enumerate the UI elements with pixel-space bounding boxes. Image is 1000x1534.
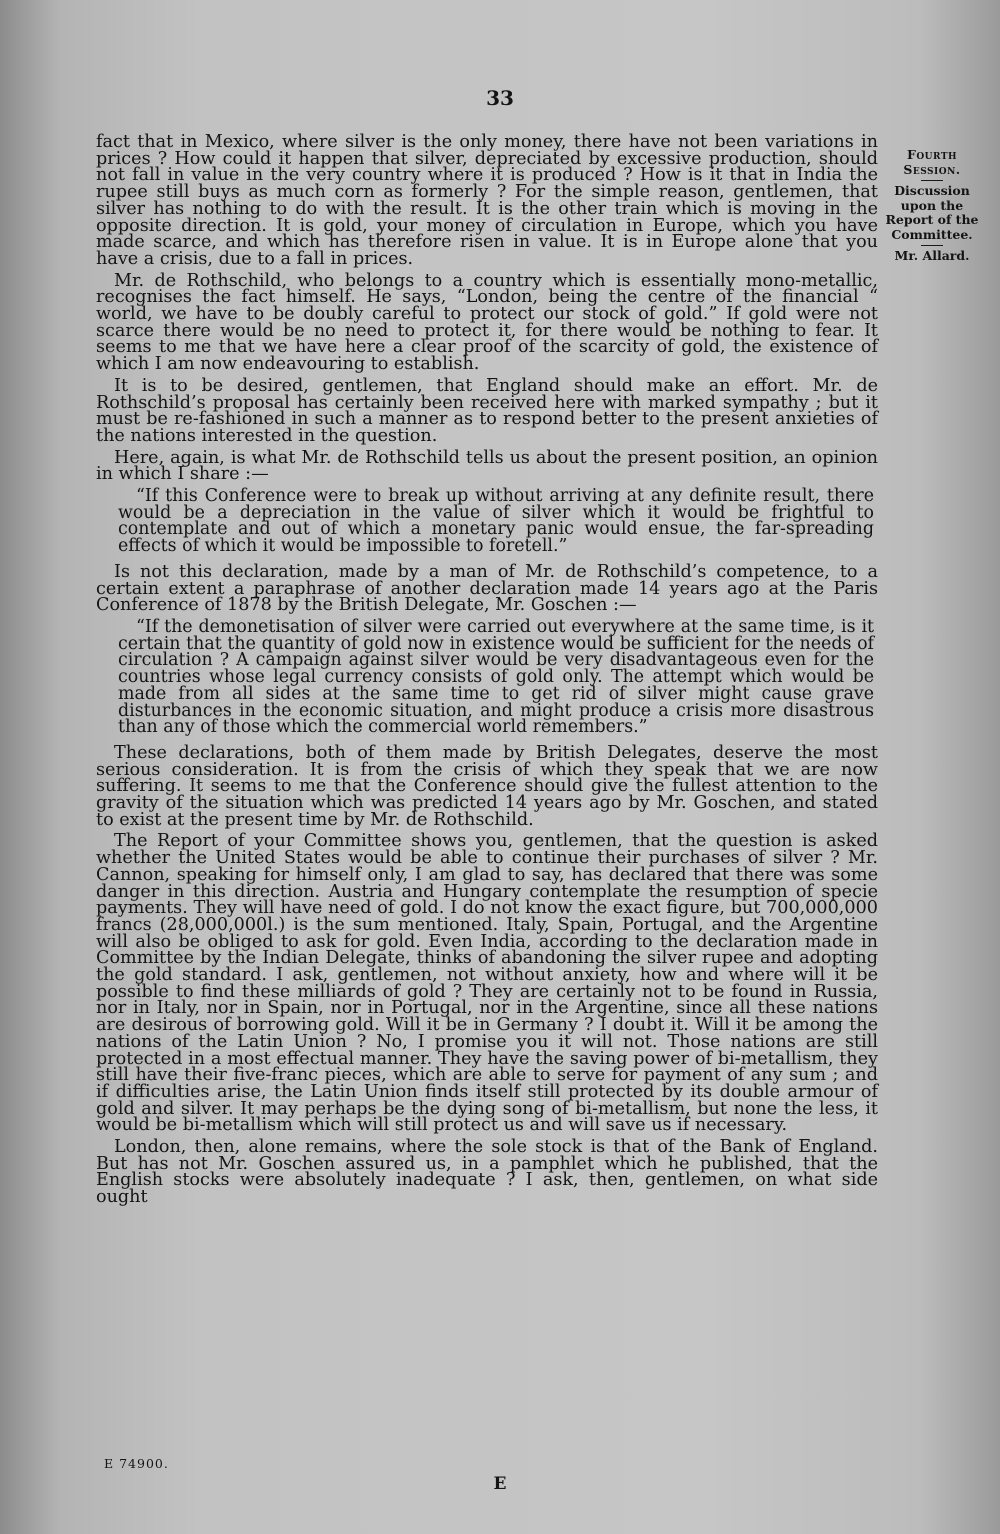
paragraph-7: The Report of your Committee shows you, gentlemen, that the question is asked whether the United States would be able to continue their purchases of silver ? Mr. Cannon, speaking for himself only, I am glad to say, has declared that there was some danger in this direction. Austria and Hungary contemplate the resumption of specie payments. They will have need of gold. I do not know the exact figure, but 700,000,000 francs (28,000,000l.) is the sum mentioned. Italy, Spain, Portugal, and the Argentine will also be obliged to ask for gold. Even India, according to the declaration made in Committee by the Indian Delegate, thinks of abandoning the silver rupee and adopting the gold standard. I ask, gentlemen, not without anxiety, how and where will it be possible to find these milliards of gold ? They are certainly not to be found in Russia, nor in Italy, nor in Spain, nor in Portugal, nor in the Argentine, since all these nations are desirous of borrowing gold. Will it be in Germany ? I doubt it. Will it be among the nations of the Latin Union ? No, I promise you it will not. Those nations are still protected in a most effectual manner. They have the saving power of bi-metallism, they still have their five-franc pieces, which are able to serve for payment of any sum ; and if difficulties arise, the Latin Union finds itself still protected by its double armour of gold and silver. It may perhaps be the dying song of bi-metallism, but none the less, it would be bi-metallism which will still protect us and will save us if necessary. (96, 831, 878, 1136)
quote-goschen: “If the demonetisation of silver were carried out everywhere at the same time, is it certain that the quantity of gold now in existence would be sufficient for the needs of circulation ? A campaign against silver would be very disadvantageous even for the countries whose legal currency consists of gold only. The attempt which would be made from all sides at the same time to get rid of silver might cause grave disturbances in the economic situation, and might produce a crisis more disastrous than any of those which the commercial world remembers.” (118, 616, 874, 738)
paragraph-3: It is to be desired, gentlemen, that England should make an effort. Mr. de Rothschild’s proposal has certainly been received here with marked sympathy ; but it must be re-fashioned in such a manner as to respond better to the present anxieties of the nations interested in the question. (96, 375, 878, 446)
paragraph-4: Here, again, is what Mr. de Rothschild tells us about the present position, an opinion in which I share :— (96, 447, 878, 485)
signature-mark: E (493, 1474, 507, 1494)
margin-divider (921, 245, 943, 246)
paragraph-2: Mr. de Rothschild, who belongs to a country which is essentially mono-metallic, recognises the fact himself. He says, “London, being the centre of the financial “ world, we have to be doubly careful to protect our stock of gold.” If gold were not scarce there would be no need to protect it, for there would be nothing to fear. It seems to me that we have here a clear proof of the scarcity of gold, the existence of which I am now endeavouring to establish. (96, 270, 878, 375)
print-code: E 74900. (104, 1456, 169, 1471)
main-text-column (96, 134, 878, 1211)
quote-rothschild: “If this Conference were to break up without arriving at any definite result, there would be a depreciation in the value of silver which it would be frightful to contemplate and out of which a monetary panic would ensue, the far-spreading effects of which it would be impossible to foretell.” (118, 486, 874, 557)
paragraph-5: Is not this declaration, made by a man of Mr. de Rothschild’s competence, to a certain extent a paraphrase of another declaration made 14 years ago at the Paris Conference of 1878 by the British Delegate, Mr. Goschen :— (96, 561, 878, 616)
paragraph-8: London, then, alone remains, where the sole stock is that of the Bank of England. But has not Mr. Goschen assured us, in a pamphlet which he published, that the English stocks were absolutely inadequate ? I ask, then, gentlemen, on what side ought (96, 1137, 878, 1208)
margin-note-session: Fourth Session. (903, 147, 961, 177)
margin-notes (882, 148, 982, 264)
margin-note-speaker: Mr. Allard. (894, 248, 970, 263)
page-number: 33 (486, 86, 514, 110)
paragraph-1: fact that in Mexico, where silver is the only money, there have not been variations in prices ? How could it happen that silver, depreciated by excessive production, should not fall in value in the very country where it is produced ? How is it that in India the rupee still buys as much corn as formerly ? For the simple reason, gentlemen, that silver has nothing to do with the result. It is the other train which is moving in the opposite direction. It is gold, your money of circulation in Europe, which you have made scarce, and which has therefore risen in value. It is in Europe alone that you have a crisis, due to a fall in prices. (96, 132, 878, 269)
paragraph-6: These declarations, both of them made by British Delegates, deserve the most serious consideration. It is from the crisis of which they speak that we are now suffering. It seems to me that the Conference should give the fullest attention to the gravity of the situation which was predicted 14 years ago by Mr. Goschen, and stated to exist at the present time by Mr. de Rothschild. (96, 742, 878, 830)
margin-divider (921, 180, 943, 181)
margin-note-discussion: Discussion upon the Report of the Committee. (885, 183, 979, 242)
